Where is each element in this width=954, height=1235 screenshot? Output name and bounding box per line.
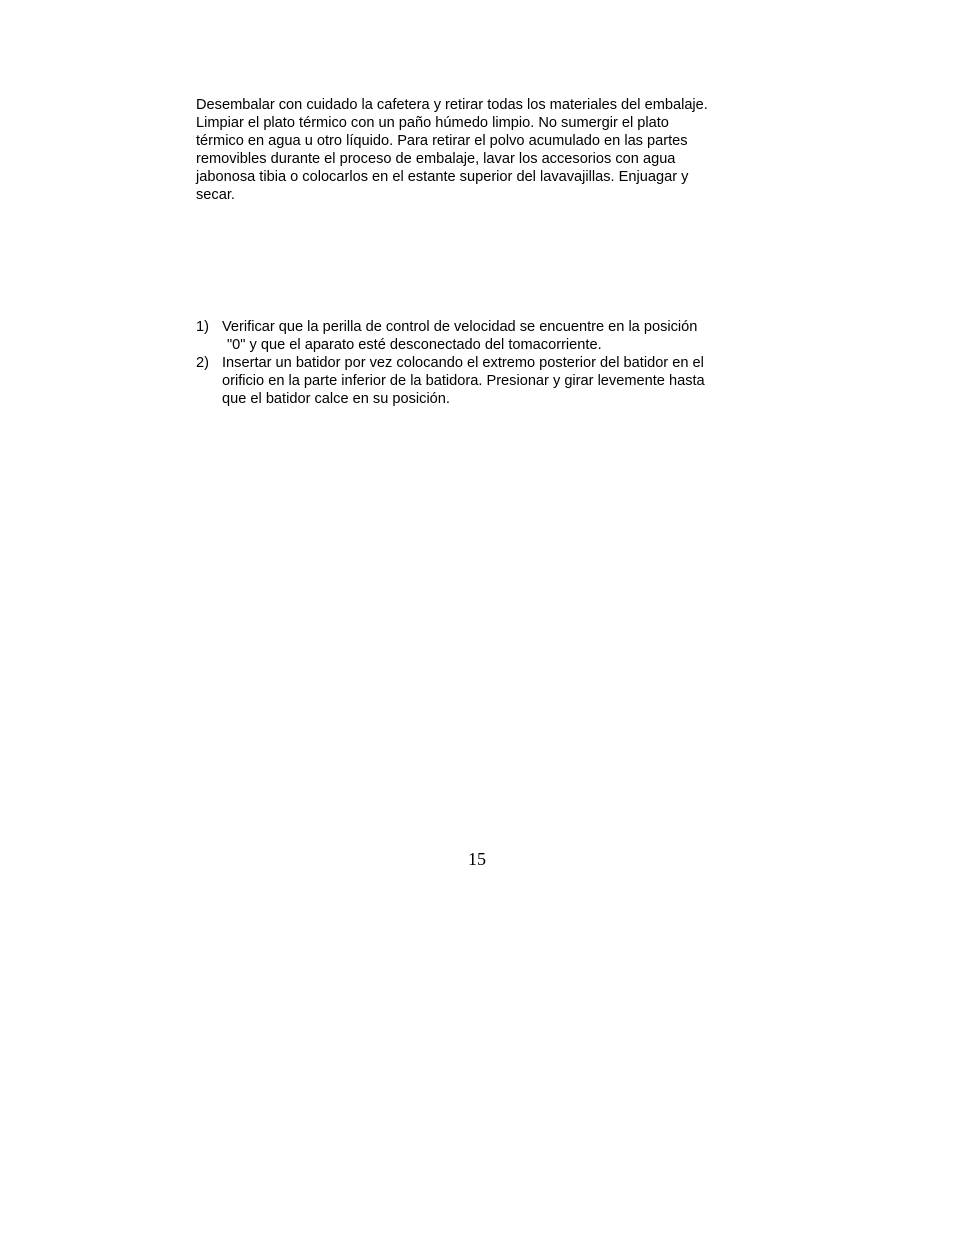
intro-line: térmico en agua u otro líquido. Para retirar el polvo acumulado en las partes — [196, 133, 688, 149]
step-line: que el batidor calce en su posición. — [222, 391, 450, 407]
step-item-2 — [196, 354, 756, 408]
intro-line: removibles durante el proceso de embalaje, lavar los accesorios con agua — [196, 151, 676, 167]
step-item-1 — [196, 318, 756, 354]
intro-paragraph — [196, 96, 756, 204]
intro-line: Desembalar con cuidado la cafetera y retirar todas los materiales del embalaje. — [196, 97, 708, 113]
step-number: 1) — [196, 319, 209, 335]
step-line: orificio en la parte inferior de la batidora. Presionar y girar levemente hasta — [222, 373, 705, 389]
page-number: 15 — [468, 849, 486, 869]
intro-line: Limpiar el plato térmico con un paño húmedo limpio. No sumergir el plato — [196, 115, 669, 131]
intro-line: jabonosa tibia o colocarlos en el estante superior del lavavajillas. Enjuagar y — [196, 169, 689, 185]
step-line: "0" y que el aparato esté desconectado del tomacorriente. — [227, 337, 602, 353]
steps-list — [196, 318, 756, 408]
step-line: Insertar un batidor por vez colocando el extremo posterior del batidor en el — [222, 355, 704, 371]
intro-line: secar. — [196, 187, 235, 203]
step-line: Verificar que la perilla de control de velocidad se encuentre en la posición — [222, 319, 698, 335]
step-number: 2) — [196, 355, 209, 371]
